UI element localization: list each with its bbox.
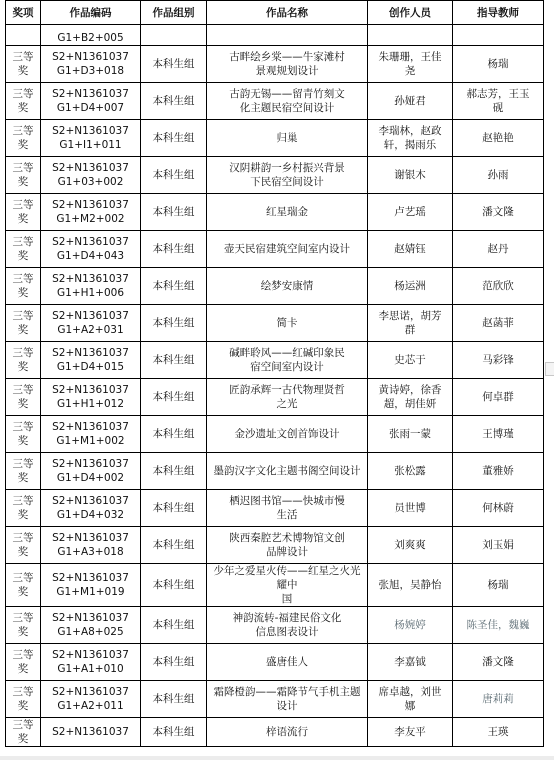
cell-code-line: G1+A1+010 (57, 663, 124, 675)
cell-name-line: 绘梦安康情 (260, 280, 314, 292)
cell-group: 本科生组 (141, 527, 207, 564)
cell-authors (368, 46, 453, 83)
cell-award: 三等奖 (6, 453, 41, 490)
awards-table-sheet (5, 0, 543, 747)
cell-name-line: 陕西秦腔艺术博物馆文创 (229, 532, 345, 544)
cell-name-line: 宿空间室内设计 (250, 361, 324, 373)
cell-award (6, 25, 41, 46)
cell-award: 三等奖 (6, 379, 41, 416)
cell-code-line: S2+N1361037 (52, 199, 129, 211)
cell-code-line: S2+N1361037 (52, 726, 129, 738)
cell-code (41, 607, 141, 644)
cell-code-line: G1+M1+019 (56, 586, 125, 598)
cell-authors-line: 卢艺瑶 (394, 206, 426, 218)
cell-award: 三等奖 (6, 644, 41, 681)
cell-name (207, 379, 368, 416)
cell-authors-line: 席卓越，刘世 (378, 686, 442, 698)
cell-code-line: S2+N1361037 (52, 458, 129, 470)
cell-authors-line: 赵婧钰 (394, 243, 426, 255)
cell-code-line: S2+N1361037 (52, 384, 129, 396)
cell-code-line: S2+N1361037 (52, 347, 129, 359)
table-row (6, 681, 544, 718)
cell-name (207, 644, 368, 681)
cell-authors (368, 527, 453, 564)
cell-authors (368, 194, 453, 231)
header-group: 作品组别 (141, 1, 207, 25)
cell-teachers-line: 杨瑞 (487, 58, 509, 70)
cell-teachers-line: 董雅娇 (482, 465, 514, 477)
cell-group: 本科生组 (141, 416, 207, 453)
cell-group: 本科生组 (141, 305, 207, 342)
header-award: 奖项 (6, 1, 41, 25)
cell-code (41, 564, 141, 607)
cell-authors-line: 朱珊珊，王佳 (378, 51, 442, 63)
cell-authors-line: 张松露 (394, 465, 426, 477)
cell-code (41, 231, 141, 268)
cell-code-line: G1+D4+032 (56, 509, 125, 521)
cell-name-line: 汉阴耕韵一乡村振兴背景 (229, 162, 345, 174)
cell-authors (368, 718, 453, 747)
cell-code-line: G1+A2+011 (57, 700, 124, 712)
cell-authors-line: 娜 (404, 700, 416, 712)
cell-authors-line: 超，胡佳妍 (383, 398, 437, 410)
table-row (6, 46, 544, 83)
cell-authors-line: 李友平 (394, 726, 426, 738)
scroll-hint-tab[interactable] (545, 362, 554, 376)
cell-award: 三等奖 (6, 527, 41, 564)
cell-authors-line: 群 (404, 324, 416, 336)
cell-teachers-line: 王博瑾 (482, 428, 514, 440)
cell-code (41, 718, 141, 747)
cell-authors (368, 681, 453, 718)
cell-group: 本科生组 (141, 379, 207, 416)
cell-authors-line: 杨运洲 (394, 280, 426, 292)
cell-code: G1+B2+005 (41, 25, 141, 46)
cell-teachers (453, 342, 544, 379)
cell-name-line: 下民宿空间设计 (250, 176, 324, 188)
cell-authors (368, 25, 453, 46)
cell-group (141, 25, 207, 46)
cell-code-line: G1+H1+012 (56, 398, 125, 410)
cell-name-line: 墨韵汉字文化主题书阁空间设计 (213, 465, 361, 477)
cell-authors (368, 305, 453, 342)
cell-name-line: 简卡 (276, 317, 298, 329)
cell-group: 本科生组 (141, 157, 207, 194)
cell-teachers (453, 379, 544, 416)
cell-teachers (453, 607, 544, 644)
cell-authors-line: 杨婉婷 (394, 619, 426, 631)
cell-code (41, 120, 141, 157)
cell-award: 三等奖 (6, 681, 41, 718)
cell-code-line: S2+N1361037 (52, 51, 129, 63)
cell-authors (368, 268, 453, 305)
cell-code (41, 527, 141, 564)
cell-group: 本科生组 (141, 607, 207, 644)
cell-award: 三等奖 (6, 718, 41, 747)
cell-name (207, 268, 368, 305)
table-row (6, 157, 544, 194)
cell-code-line: G1+M2+002 (56, 213, 125, 225)
cell-code (41, 416, 141, 453)
cell-code (41, 46, 141, 83)
cell-teachers-line: 何林蔚 (482, 502, 514, 514)
cell-name (207, 194, 368, 231)
cell-teachers (453, 194, 544, 231)
cell-name-line: 国 (281, 593, 293, 605)
cell-teachers (453, 120, 544, 157)
cell-group: 本科生组 (141, 342, 207, 379)
cell-name (207, 564, 368, 607)
cell-teachers-line: 砚 (492, 102, 504, 114)
cell-name-line: 栖迟图书馆——快城市慢 (229, 495, 345, 507)
cell-authors-line: 张旭，吴静怡 (378, 579, 442, 591)
cell-name-line: 景观规划设计 (255, 65, 319, 77)
cell-group: 本科生组 (141, 194, 207, 231)
cell-teachers (453, 527, 544, 564)
table-row (6, 416, 544, 453)
cell-teachers-line: 郝志芳，王玉 (466, 88, 530, 100)
cell-award: 三等奖 (6, 342, 41, 379)
cell-award: 三等奖 (6, 83, 41, 120)
cell-name-line: 盛唐佳人 (266, 656, 308, 668)
cell-code-line: G1+A8+025 (57, 626, 124, 638)
cell-award: 三等奖 (6, 305, 41, 342)
cell-name (207, 342, 368, 379)
cell-code-line: S2+N1361037 (52, 612, 129, 624)
cell-award: 三等奖 (6, 564, 41, 607)
cell-name (207, 607, 368, 644)
cell-code-line: S2+N1361037 (52, 273, 129, 285)
header-code: 作品编码 (41, 1, 141, 25)
cell-group: 本科生组 (141, 644, 207, 681)
cell-group: 本科生组 (141, 46, 207, 83)
cell-group: 本科生组 (141, 120, 207, 157)
table-row (6, 342, 544, 379)
cell-code-line: G1+M1+002 (56, 435, 125, 447)
cell-name-line: 壶天民宿建筑空间室内设计 (224, 243, 350, 255)
cell-group: 本科生组 (141, 681, 207, 718)
cell-group: 本科生组 (141, 268, 207, 305)
table-row (6, 564, 544, 607)
bottom-edge-strip (0, 756, 554, 760)
cell-code (41, 83, 141, 120)
table-row (6, 231, 544, 268)
cell-code (41, 305, 141, 342)
cell-authors-line: 轩，揭雨乐 (383, 139, 437, 151)
cell-code-line: G1+D4+015 (56, 361, 125, 373)
cell-name-line: 匠韵承辉一古代物理贤哲 (229, 384, 345, 396)
cell-teachers-line: 潘文隆 (482, 206, 514, 218)
cell-code-line: G1+D3+018 (56, 65, 125, 77)
cell-authors-line: 黄诗婷，徐香 (378, 384, 442, 396)
cell-teachers-line: 赵艳艳 (482, 132, 514, 144)
cell-code (41, 268, 141, 305)
awards-table (5, 0, 544, 747)
cell-authors-line: 李嘉钺 (394, 656, 426, 668)
cell-group: 本科生组 (141, 453, 207, 490)
cell-award: 三等奖 (6, 231, 41, 268)
cell-teachers-line: 马彩锋 (482, 354, 514, 366)
cell-teachers (453, 46, 544, 83)
cell-authors-line: 尧 (404, 65, 416, 77)
cell-group: 本科生组 (141, 564, 207, 607)
cell-teachers (453, 453, 544, 490)
cell-award: 三等奖 (6, 416, 41, 453)
cell-name-line: 碱畔聆风——红碱印象民 (229, 347, 345, 359)
cell-name (207, 681, 368, 718)
cell-code-line: S2+N1361037 (52, 686, 129, 698)
cell-teachers (453, 157, 544, 194)
table-row-partial (6, 25, 544, 46)
cell-name (207, 490, 368, 527)
cell-name (207, 25, 368, 46)
table-body (6, 25, 544, 747)
cell-name-line: 归巢 (276, 132, 298, 144)
cell-teachers (453, 83, 544, 120)
cell-teachers-line: 赵菡菲 (482, 317, 514, 329)
cell-authors (368, 379, 453, 416)
cell-code-line: G1+A3+018 (57, 546, 124, 558)
cell-name-line: 生活 (276, 509, 298, 521)
cell-authors (368, 644, 453, 681)
cell-code-line: G1+D4+043 (56, 250, 125, 262)
cell-group: 本科生组 (141, 231, 207, 268)
table-row (6, 194, 544, 231)
cell-authors (368, 453, 453, 490)
cell-teachers (453, 268, 544, 305)
table-row (6, 490, 544, 527)
cell-authors-line: 刘爽爽 (394, 539, 426, 551)
cell-authors (368, 157, 453, 194)
cell-authors (368, 607, 453, 644)
header-teachers: 指导教师 (453, 1, 544, 25)
cell-code-line: S2+N1361037 (52, 649, 129, 661)
cell-name (207, 120, 368, 157)
table-row (6, 268, 544, 305)
header-name: 作品名称 (207, 1, 368, 25)
cell-award: 三等奖 (6, 607, 41, 644)
cell-teachers-line: 孙雨 (487, 169, 509, 181)
cell-code-line: S2+N1361037 (52, 88, 129, 100)
cell-code (41, 681, 141, 718)
cell-name-line: 神韵流转-福建民俗文化 (232, 612, 342, 624)
cell-code-line: S2+N1361037 (52, 310, 129, 322)
cell-code-line: S2+N1361037 (52, 532, 129, 544)
cell-code-line: S2+N1361037 (52, 495, 129, 507)
cell-code-line: S2+N1361037 (52, 162, 129, 174)
cell-authors-line: 李瑞林，赵政 (378, 125, 442, 137)
cell-name (207, 416, 368, 453)
cell-code-line: G1+I1+011 (59, 139, 122, 151)
cell-code (41, 157, 141, 194)
cell-code (41, 342, 141, 379)
table-row (6, 379, 544, 416)
cell-teachers (453, 644, 544, 681)
cell-award: 三等奖 (6, 120, 41, 157)
table-row (6, 607, 544, 644)
cell-teachers-line: 陈圣佳，魏巍 (466, 619, 530, 631)
cell-code (41, 644, 141, 681)
cell-authors-line: 孙娅君 (394, 95, 426, 107)
cell-authors (368, 342, 453, 379)
cell-authors (368, 231, 453, 268)
cell-authors (368, 490, 453, 527)
cell-teachers (453, 564, 544, 607)
cell-name (207, 453, 368, 490)
cell-authors (368, 564, 453, 607)
cell-code-line: S2+N1361037 (52, 421, 129, 433)
cell-name-line: 古畔绘乡棠——牛家滩村 (229, 51, 345, 63)
cell-authors (368, 416, 453, 453)
cell-name-line: 梓语流行 (266, 726, 308, 738)
cell-code-line: G1+D4+007 (56, 102, 125, 114)
cell-code-line: S2+N1361037 (52, 236, 129, 248)
cell-name (207, 157, 368, 194)
cell-teachers-line: 潘文隆 (482, 656, 514, 668)
cell-code (41, 490, 141, 527)
cell-name-line: 化主题民宿空间设计 (239, 102, 335, 114)
cell-teachers (453, 416, 544, 453)
cell-name (207, 46, 368, 83)
cell-teachers-line: 唐莉莉 (482, 693, 514, 705)
cell-name (207, 83, 368, 120)
cell-award: 三等奖 (6, 268, 41, 305)
cell-name (207, 527, 368, 564)
cell-authors-line: 员世博 (394, 502, 426, 514)
header-row (6, 1, 544, 25)
cell-teachers-line: 王瑛 (487, 726, 509, 738)
cell-teachers (453, 718, 544, 747)
cell-name-line: 品牌设计 (266, 546, 308, 558)
cell-authors-line: 李思诺，胡芳 (378, 310, 442, 322)
cell-award: 三等奖 (6, 490, 41, 527)
cell-award: 三等奖 (6, 194, 41, 231)
table-row (6, 527, 544, 564)
table-row (6, 305, 544, 342)
cell-name-line: 少年之爱星火传——红星之火光耀中 (213, 565, 361, 591)
cell-group: 本科生组 (141, 718, 207, 747)
cell-teachers-line: 杨瑞 (487, 579, 509, 591)
header-authors: 创作人员 (368, 1, 453, 25)
cell-code (41, 379, 141, 416)
cell-code-line: S2+N1361037 (52, 125, 129, 137)
cell-code-line: S2+N1361037 (52, 572, 129, 584)
cell-name-line: 信息图表设计 (255, 626, 319, 638)
cell-award: 三等奖 (6, 46, 41, 83)
cell-authors (368, 120, 453, 157)
cell-authors-line: 谢银木 (394, 169, 426, 181)
cell-code-line: G1+D4+002 (56, 472, 125, 484)
cell-teachers-line: 赵丹 (487, 243, 509, 255)
cell-teachers (453, 25, 544, 46)
cell-name (207, 305, 368, 342)
cell-name-line: 红星瑞金 (266, 206, 308, 218)
cell-name-line: 霜降橙韵——霜降节气手机主题设计 (213, 686, 361, 712)
cell-name (207, 718, 368, 747)
cell-code (41, 453, 141, 490)
cell-authors-line: 张雨一蒙 (389, 428, 431, 440)
cell-teachers-line: 刘玉娟 (482, 539, 514, 551)
cell-authors (368, 83, 453, 120)
cell-teachers (453, 681, 544, 718)
cell-group: 本科生组 (141, 83, 207, 120)
cell-teachers (453, 231, 544, 268)
cell-authors-line: 史芯于 (394, 354, 426, 366)
cell-teachers-line: 何卓群 (482, 391, 514, 403)
cell-teachers (453, 305, 544, 342)
cell-teachers (453, 490, 544, 527)
cell-award: 三等奖 (6, 157, 41, 194)
cell-name-line: 金沙遗址文创首饰设计 (234, 428, 340, 440)
cell-code-line: G1+A2+031 (57, 324, 124, 336)
table-row (6, 644, 544, 681)
cell-code-line: G1+03+002 (57, 176, 124, 188)
cell-group: 本科生组 (141, 490, 207, 527)
table-row (6, 120, 544, 157)
table-row (6, 718, 544, 747)
cell-name-line: 之光 (276, 398, 298, 410)
table-row (6, 453, 544, 490)
cell-name (207, 231, 368, 268)
cell-code-line: G1+H1+006 (56, 287, 125, 299)
cell-code (41, 194, 141, 231)
cell-teachers-line: 范欣欣 (482, 280, 514, 292)
cell-name-line: 古韵无锡——留青竹刻文 (229, 88, 345, 100)
table-row (6, 83, 544, 120)
